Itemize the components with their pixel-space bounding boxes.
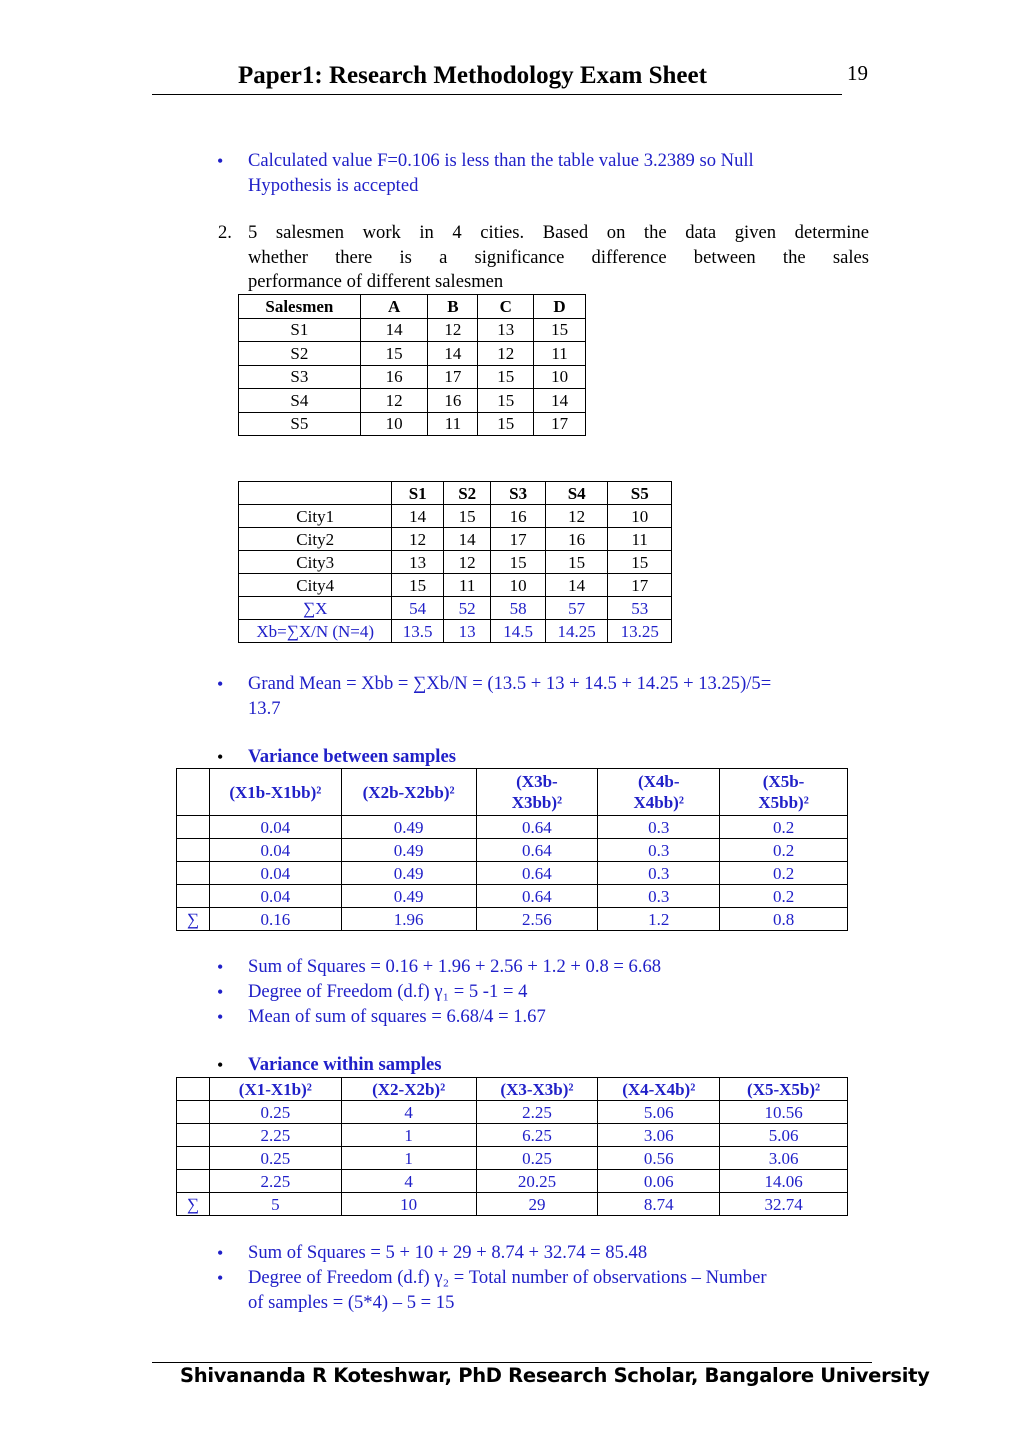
footer-author: Shivananda R Koteshwar, PhD Research Scholar, Bangalore University xyxy=(180,1364,930,1387)
table-cell: 14.25 xyxy=(545,620,608,643)
table-cell: 10 xyxy=(534,365,586,389)
table-cell: 13.25 xyxy=(608,620,672,643)
table-row xyxy=(239,505,672,528)
table-cell xyxy=(177,1124,210,1147)
table-cell: 13.5 xyxy=(392,620,444,643)
bullet-icon: • xyxy=(217,1007,224,1027)
question-line2: whether there is a significance difference between the sales xyxy=(248,246,869,268)
page-number: 19 xyxy=(847,61,868,85)
header-line: (X3b- xyxy=(516,772,558,791)
table-cell: 2.25 xyxy=(476,1101,598,1124)
table-cell: 12 xyxy=(360,389,428,413)
table-row xyxy=(177,839,848,862)
page-title: Paper1: Research Methodology Exam Sheet xyxy=(238,62,707,89)
city-salesmen-table xyxy=(238,481,672,643)
table-cell xyxy=(177,1101,210,1124)
table-row xyxy=(177,1193,848,1216)
table-cell: 8.74 xyxy=(598,1193,720,1216)
table-cell xyxy=(177,885,210,908)
header-line: X3bb)² xyxy=(511,793,563,812)
table-cell: 14 xyxy=(392,505,444,528)
table-cell: 0.04 xyxy=(209,816,341,839)
table-cell: 0.2 xyxy=(720,862,848,885)
table-row xyxy=(239,574,672,597)
bullet-icon: • xyxy=(217,957,224,977)
mean-row xyxy=(239,620,672,643)
table-cell: 0.3 xyxy=(598,816,720,839)
table-cell xyxy=(177,816,210,839)
question-line1: 5 salesmen work in 4 cities. Based on the data given determine xyxy=(248,222,869,243)
table-cell: 5.06 xyxy=(598,1101,720,1124)
table-row xyxy=(239,412,586,436)
table-header-cell: (X1-X1b)² xyxy=(209,1078,341,1101)
table-cell: 1 xyxy=(341,1147,476,1170)
grand-mean-line2: 13.7 xyxy=(248,697,281,719)
table-cell: 0.49 xyxy=(341,839,476,862)
table-cell: 1 xyxy=(341,1124,476,1147)
table-cell: 4 xyxy=(341,1101,476,1124)
table-cell: 0.2 xyxy=(720,816,848,839)
table-cell: 1.2 xyxy=(598,908,720,931)
table-cell: 54 xyxy=(392,597,444,620)
grand-mean-line1: Grand Mean = Xbb = ∑Xb/N = (13.5 + 13 + 14.5 + 14.25 + 13.25)/5= xyxy=(248,673,772,694)
table-cell: 10.56 xyxy=(720,1101,848,1124)
table-cell: 17 xyxy=(491,528,546,551)
table-header-cell: S4 xyxy=(545,482,608,505)
table-cell: 0.49 xyxy=(341,862,476,885)
table-cell: 16 xyxy=(491,505,546,528)
table-row xyxy=(177,885,848,908)
table-cell: 0.64 xyxy=(476,816,598,839)
between-bullet-text: Sum of Squares = 0.16 + 1.96 + 2.56 + 1.2 + 0.8 = 6.68 xyxy=(248,956,662,977)
table-cell: 15 xyxy=(545,551,608,574)
table-cell: 12 xyxy=(478,342,534,366)
table-cell: 15 xyxy=(478,365,534,389)
table-cell: 15 xyxy=(478,389,534,413)
table-cell: ∑X xyxy=(239,597,392,620)
table-cell: 16 xyxy=(428,389,478,413)
table-cell: S2 xyxy=(239,342,361,366)
table-cell: 0.2 xyxy=(720,839,848,862)
table-cell: 20.25 xyxy=(476,1170,598,1193)
sum-row xyxy=(239,597,672,620)
table-cell: 0.04 xyxy=(209,839,341,862)
table-cell: 0.25 xyxy=(209,1147,341,1170)
table-cell: 14 xyxy=(534,389,586,413)
table-cell: 57 xyxy=(545,597,608,620)
table-cell: 10 xyxy=(608,505,672,528)
table-header-cell: A xyxy=(360,295,428,319)
table-cell: S4 xyxy=(239,389,361,413)
table-cell: 15 xyxy=(478,412,534,436)
table-cell: 11 xyxy=(608,528,672,551)
table-cell: 14 xyxy=(545,574,608,597)
table-cell: 0.64 xyxy=(476,885,598,908)
table-header-cell: (X4-X4b)² xyxy=(598,1078,720,1101)
table-cell: 15 xyxy=(443,505,490,528)
bullet-icon: • xyxy=(217,151,224,171)
table-row xyxy=(177,1101,848,1124)
table-header-cell: S2 xyxy=(443,482,490,505)
table-cell: 0.3 xyxy=(598,839,720,862)
table-cell: ∑ xyxy=(177,908,210,931)
table-header-cell xyxy=(177,1078,210,1101)
variance-between-title: Variance between samples xyxy=(248,746,456,767)
table-cell: 16 xyxy=(545,528,608,551)
table-cell: Xb=∑X/N (N=4) xyxy=(239,620,392,643)
table-cell: 32.74 xyxy=(720,1193,848,1216)
table-cell: 2.56 xyxy=(476,908,598,931)
table-cell: 0.8 xyxy=(720,908,848,931)
table-cell: 0.64 xyxy=(476,862,598,885)
table-cell: 52 xyxy=(443,597,490,620)
table-cell: 10 xyxy=(341,1193,476,1216)
table-header-cell: (X2-X2b)² xyxy=(341,1078,476,1101)
table-cell: 17 xyxy=(608,574,672,597)
table-cell: 13 xyxy=(443,620,490,643)
bullet-f-line1: Calculated value F=0.106 is less than the table value 3.2389 so Null xyxy=(248,150,754,171)
table-cell xyxy=(177,1170,210,1193)
table-cell: S1 xyxy=(239,318,361,342)
table-row xyxy=(177,1147,848,1170)
table-cell: 0.2 xyxy=(720,885,848,908)
table-header-cell xyxy=(177,769,210,816)
table-row xyxy=(177,1170,848,1193)
table-cell: 3.06 xyxy=(720,1147,848,1170)
table-header-cell: (X3-X3b)² xyxy=(476,1078,598,1101)
table-cell: S3 xyxy=(239,365,361,389)
table-cell: 17 xyxy=(428,365,478,389)
table-cell: 10 xyxy=(360,412,428,436)
table-header-cell: (X2b-X2bb)² xyxy=(341,769,476,816)
table-header-cell xyxy=(720,769,848,816)
table-cell: 11 xyxy=(443,574,490,597)
table-cell: 2.25 xyxy=(209,1124,341,1147)
table-cell: ∑ xyxy=(177,1193,210,1216)
table-cell: 12 xyxy=(443,551,490,574)
table-row xyxy=(177,908,848,931)
table-row xyxy=(177,862,848,885)
variance-within-title: Variance within samples xyxy=(248,1054,442,1075)
table-header-cell: Salesmen xyxy=(239,295,361,319)
table-cell: City3 xyxy=(239,551,392,574)
table-cell: 15 xyxy=(392,574,444,597)
header-line: (X4b- xyxy=(637,772,680,791)
question-line3: performance of different salesmen xyxy=(248,271,504,292)
table-cell: 12 xyxy=(428,318,478,342)
table-cell: 0.25 xyxy=(209,1101,341,1124)
table-cell: 0.16 xyxy=(209,908,341,931)
table-cell: 13 xyxy=(392,551,444,574)
within-sum-of-squares: Sum of Squares = 5 + 10 + 29 + 8.74 + 32.74 = 85.48 xyxy=(248,1242,648,1263)
table-row xyxy=(239,528,672,551)
bullet-icon: • xyxy=(217,747,224,767)
variance-within-table xyxy=(176,1077,848,1216)
between-bullet-text: Mean of sum of squares = 6.68/4 = 1.67 xyxy=(248,1006,546,1027)
table-row xyxy=(177,1124,848,1147)
within-df-line1: Degree of Freedom (d.f) γ₂ = Total number of observations – Number xyxy=(248,1266,767,1288)
table-header-cell: B xyxy=(428,295,478,319)
table-cell: S5 xyxy=(239,412,361,436)
table-cell: 5.06 xyxy=(720,1124,848,1147)
table-row xyxy=(239,318,586,342)
question-number: 2. xyxy=(218,222,232,243)
header-divider xyxy=(152,94,842,95)
table-row xyxy=(239,389,586,413)
table-cell: 16 xyxy=(360,365,428,389)
table-cell: 13 xyxy=(478,318,534,342)
table-cell: 14.5 xyxy=(491,620,546,643)
bullet-icon: • xyxy=(217,1267,224,1288)
table-row xyxy=(239,551,672,574)
table-cell: 15 xyxy=(491,551,546,574)
table-cell: 5 xyxy=(209,1193,341,1216)
header-line: X4bb)² xyxy=(633,793,684,812)
table-cell: City4 xyxy=(239,574,392,597)
table-cell: 0.04 xyxy=(209,885,341,908)
table-cell: 17 xyxy=(534,412,586,436)
table-cell: 11 xyxy=(428,412,478,436)
table-row xyxy=(239,365,586,389)
table-header-cell xyxy=(239,482,392,505)
table-cell: 11 xyxy=(534,342,586,366)
table-header-cell: C xyxy=(478,295,534,319)
table-header-cell: D xyxy=(534,295,586,319)
table-header-cell xyxy=(476,769,598,816)
header-line: X5bb)² xyxy=(758,793,809,812)
bullet-icon: • xyxy=(217,982,224,1002)
table-cell: 0.64 xyxy=(476,839,598,862)
table-row xyxy=(239,342,586,366)
table-cell xyxy=(177,862,210,885)
within-df-line2: of samples = (5*4) – 5 = 15 xyxy=(248,1292,455,1313)
header-line: (X5b- xyxy=(762,772,805,791)
table-cell xyxy=(177,1147,210,1170)
table-cell: 14 xyxy=(428,342,478,366)
between-bullet-text: Degree of Freedom (d.f) γ₁ = 5 -1 = 4 xyxy=(248,981,528,1002)
table-cell: 0.25 xyxy=(476,1147,598,1170)
table-cell: 0.3 xyxy=(598,885,720,908)
table-cell: 0.49 xyxy=(341,885,476,908)
table-header-cell xyxy=(598,769,720,816)
table-cell: 6.25 xyxy=(476,1124,598,1147)
footer-divider xyxy=(152,1362,872,1363)
table-cell: 0.04 xyxy=(209,862,341,885)
table-cell: 53 xyxy=(608,597,672,620)
table-header-cell: S1 xyxy=(392,482,444,505)
salesmen-table xyxy=(238,294,586,436)
table-cell: 14.06 xyxy=(720,1170,848,1193)
table-cell: City1 xyxy=(239,505,392,528)
table-header-cell: S5 xyxy=(608,482,672,505)
table-cell: 10 xyxy=(491,574,546,597)
table-cell: 3.06 xyxy=(598,1124,720,1147)
table-cell: 14 xyxy=(443,528,490,551)
table-cell: 29 xyxy=(476,1193,598,1216)
table-row xyxy=(177,816,848,839)
table-cell: 0.3 xyxy=(598,862,720,885)
table-cell: 15 xyxy=(534,318,586,342)
table-header-cell: S3 xyxy=(491,482,546,505)
table-cell: 2.25 xyxy=(209,1170,341,1193)
variance-between-table xyxy=(176,768,848,931)
table-cell: 15 xyxy=(608,551,672,574)
bullet-icon: • xyxy=(217,1243,224,1263)
bullet-icon: • xyxy=(217,1055,224,1075)
table-cell: 15 xyxy=(360,342,428,366)
table-cell: 1.96 xyxy=(341,908,476,931)
table-cell: 12 xyxy=(545,505,608,528)
table-cell: 0.56 xyxy=(598,1147,720,1170)
table-cell: 12 xyxy=(392,528,444,551)
table-cell: 0.49 xyxy=(341,816,476,839)
table-cell: 0.06 xyxy=(598,1170,720,1193)
table-cell: 4 xyxy=(341,1170,476,1193)
bullet-f-line2: Hypothesis is accepted xyxy=(248,174,419,196)
table-cell: 14 xyxy=(360,318,428,342)
bullet-icon: • xyxy=(217,674,224,694)
table-header-cell: (X1b-X1bb)² xyxy=(209,769,341,816)
table-header-cell: (X5-X5b)² xyxy=(720,1078,848,1101)
table-cell: 58 xyxy=(491,597,546,620)
table-cell: City2 xyxy=(239,528,392,551)
table-cell xyxy=(177,839,210,862)
